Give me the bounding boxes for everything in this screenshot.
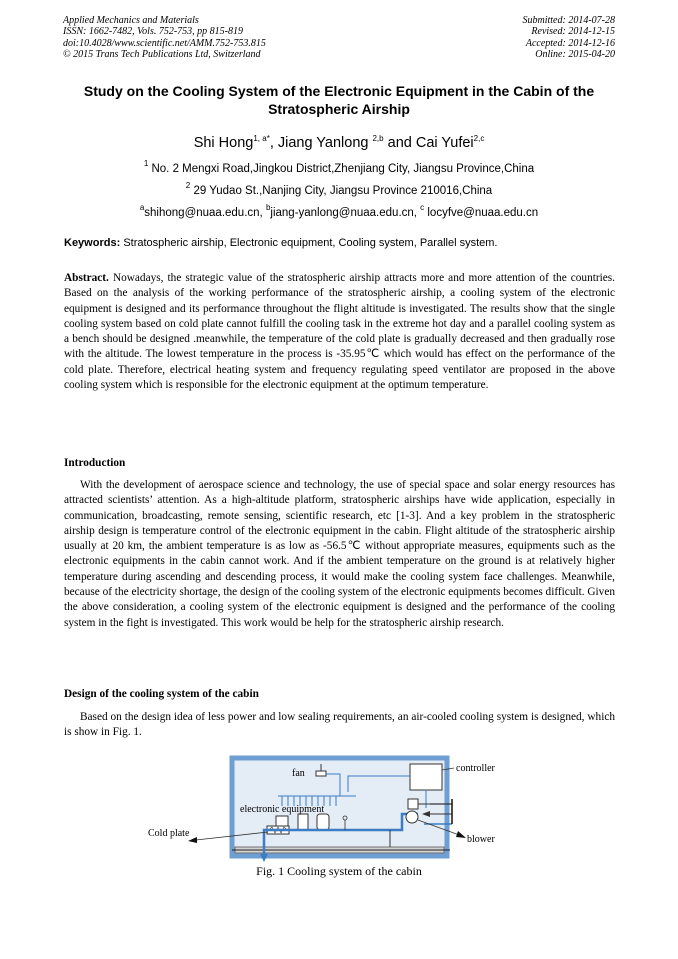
online-date: Online: 2015-04-20 (535, 49, 615, 61)
controller-box (410, 764, 442, 790)
email-separator: , (413, 207, 421, 219)
email-link[interactable]: locyfve@nuaa.edu.cn (427, 207, 539, 219)
electronic-equipment-label: electronic equipment (240, 804, 325, 815)
author-name: Cai Yufei (415, 135, 474, 151)
keywords (64, 236, 619, 250)
author-sup: 1, a* (253, 134, 270, 143)
section-heading-introduction: Introduction (64, 457, 126, 469)
blower-icon (406, 811, 418, 823)
design-paragraph: Based on the design idea of less power and low sealing requirements, an air-cooled cooling system is designed, which is show in Fig. 1. (64, 711, 615, 739)
abstract-label: Abstract. (64, 272, 109, 284)
abstract (64, 271, 615, 393)
figure-caption: Fig. 1 Cooling system of the cabin (256, 864, 422, 878)
author-separator: , (269, 135, 278, 151)
author-separator: and (383, 135, 416, 151)
copyright: © 2015 Trans Tech Publications Ltd, Switzerland (63, 49, 261, 61)
author-list (0, 130, 678, 152)
introduction-paragraph: With the development of aerospace science and technology, the use of special space and solar energy resources has attracted scientists’ attention. As a high-altitude platform, stratospheric airships have wide application, especially in communication, broadcasting, remote sensing, scientific research, etc [1-3]. And a key problem in the stratospheric airship design is temperature control of the electronic equipment in the cabin. Flight altitude of the stratospheric airship usually at 20 km, the ambient temperature is as low as -56.5℃ without appropriate measures, equipments such as the electronic equipments in the cabin cannot work. And if the ambient temperature on the ground is at relatively higher temperature during ascending and descending process, it would make the cooling system face challenges. Meanwhile, because of the electricity shortage, the design of the cooling system of the electronic equipments becomes difficult. Given the above consideration, a cooling system of the electronic equipment is designed and the performance of the cooling system in the fight is investigated. This work would be help for the stratospheric airship research. (64, 479, 615, 629)
email-sup: c (420, 203, 425, 212)
cooling-system-figure (140, 752, 520, 864)
journal-header (63, 15, 266, 61)
dates-header (523, 15, 616, 61)
doi: doi:10.4028/www.scientific.net/AMM.752-753.815 (63, 37, 266, 49)
affiliation-2 (0, 179, 678, 198)
author-name: Shi Hong (193, 135, 254, 151)
paper-title: Study on the Cooling System of the Electronic Equipment in the Cabin of the Stratospheric Airship (83, 83, 595, 117)
affiliation-text: 29 Yudao St.,Nanjing City, Jiangsu Province 210016,China (193, 185, 493, 197)
email-sup: b (265, 203, 271, 212)
author-name: Jiang Yanlong (277, 135, 369, 151)
equipment-module (298, 814, 308, 830)
equipment-module (317, 814, 329, 830)
blower-housing (408, 799, 418, 809)
blower-label: blower (467, 834, 495, 845)
email-link[interactable]: jiang-yanlong@nuaa.edu.cn (270, 207, 414, 219)
issn: ISSN: 1662-7482, Vols. 752-753, pp 815-819 (63, 26, 243, 38)
email-separator: , (259, 207, 266, 219)
affiliation-sup: 2 (185, 181, 191, 190)
accepted-date: Accepted: 2014-12-16 (525, 37, 615, 49)
submitted-date: Submitted: 2014-07-28 (522, 15, 615, 26)
fan-icon (316, 771, 326, 776)
abstract-text: Nowadays, the strategic value of the stratospheric airship attracts more and more attention of the countries. Based on the analysis of the working performance of the stratospheric airship, a cooling system of the electronic equipment is designed and its performance throughout the flight altitude is investigated. The results show that the single cooling system based on cold plate cannot fulfill the cooling task in the extreme hot day and a parallel cooling system as a bench should be designed .meanwhile, the temperature of the cold plate is gradually decreased and then gradually rose with the altitude. The lowest temperature in the process is -35.95℃ which would has effect on the performance of the cold plate. Therefore, electrical heating system and frequency regulating speed ventilator are proposed in the above cooling system which is responsible for the electronic equipment at the optimum temperature. (64, 272, 616, 392)
author-sup: 2,b (372, 134, 384, 143)
email-list (0, 201, 678, 220)
section-heading-design: Design of the cooling system of the cabin (64, 688, 259, 700)
email-link[interactable]: shihong@nuaa.edu.cn (144, 207, 260, 219)
fan-label: fan (292, 768, 305, 779)
affiliation-1 (0, 157, 678, 176)
blower-arrow-icon (456, 831, 466, 838)
controller-label: controller (456, 763, 495, 774)
affiliation-sup: 1 (143, 159, 149, 168)
author-sup: 2,c (473, 134, 485, 143)
keywords-label: Keywords: (64, 237, 121, 249)
revised-date: Revised: 2014-12-15 (531, 26, 615, 38)
journal-name: Applied Mechanics and Materials (63, 15, 199, 26)
cold-plate-label: Cold plate (148, 828, 190, 839)
affiliation-text: No. 2 Mengxi Road,Jingkou District,Zhenjiang City, Jiangsu Province,China (151, 163, 535, 175)
keywords-text: Stratospheric airship, Electronic equipment, Cooling system, Parallel system. (123, 237, 498, 249)
email-sup: a (139, 203, 145, 212)
